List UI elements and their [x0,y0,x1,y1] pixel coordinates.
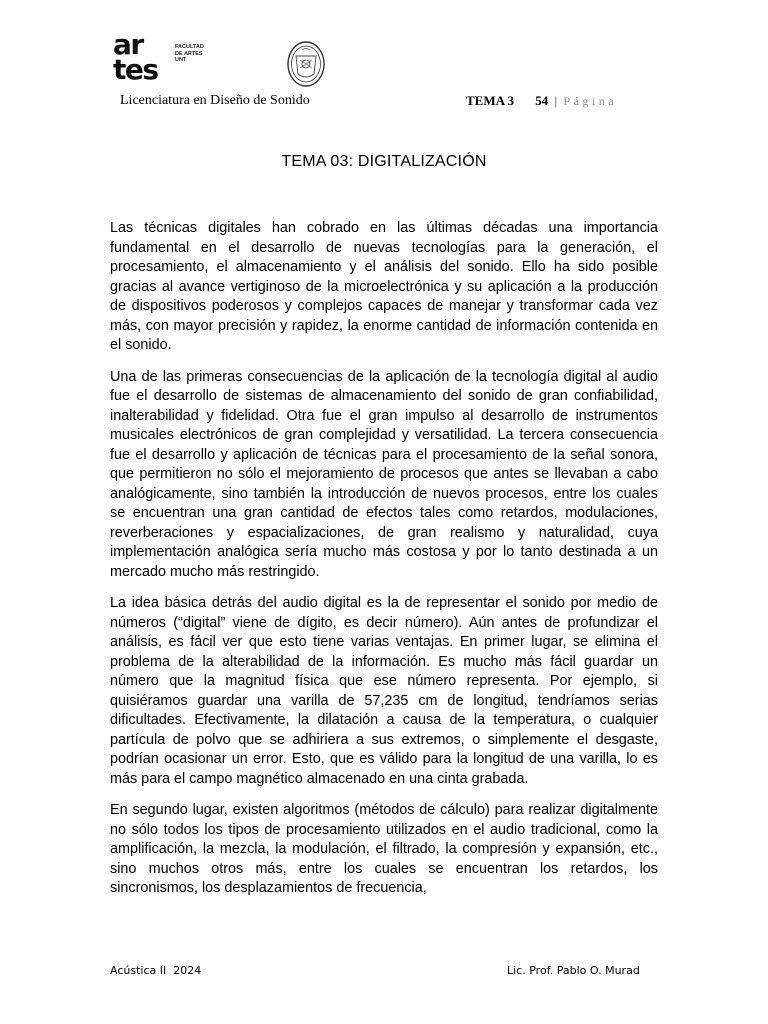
faculty-logo [113,28,213,90]
footer-author: Lic. Prof. Pablo O. Murad [507,964,640,977]
footer-course: Acústica II 2024 [110,964,202,977]
paragraph: La idea básica detrás del audio digital es la de representar el sonido por medio de números (“digital” viene de dígito, es decir número). Aún antes de profundizar el análisis, es fácil ver que esto tiene varias ventajas. En primer lugar, se elimina el problema de la alterabilidad de la información. Es mucho más fácil guardar un número que la magnitud física que ese número representa. Por ejemplo, si quisiéramos guardar una varilla de 57,235 cm de longitud, tendríamos serias dificultades. Efectivamente, la dilatación a causa de la temperatura, o cualquier partícula de polvo que se adhiriera a sus extremos, o simplemente el desgaste, podrían ocasionar un error. Esto, que es válido para la longitud de una varilla, lo es más para el campo magnético almacenado en una cinta grabada. [110,595,658,787]
page-number: 54 [535,93,549,108]
paragraph: Una de las primeras consecuencias de la aplicación de la tecnología digital al audio fue el desarrollo de sistemas de almacenamiento del sonido de gran confiabilidad, inalterabilidad y fidelidad. Otra fue el gran impulso al desarrollo de instrumentos musicales electrónicos de gran complejidad y versatilidad. La tercera consecuencia fue el desarrollo y aplicación de técnicas para el procesamiento de la señal sonora, que permitieron no sólo el mejoramiento de procesos que antes se llevaban a cabo analógicamente, sino también la introducción de nuevos procesos, entre los cuales se encuentran una gran cantidad de efectos tales como retardos, modulaciones, reverberaciones y espacializaciones, de gran realismo y naturalidad, cuya implementación analógica sería mucho más costosa y por lo tanto destinada a un mercado mucho más restringido. [110,368,658,580]
document-body [110,219,658,911]
paragraph: En segundo lugar, existen algoritmos (métodos de cálculo) para realizar digitalmente no sólo todos los tipos de procesamiento utilizados en el audio tradicional, como la amplificación, la mezcla, la modulación, el filtrado, la compresión y expansión, etc., sino muchos otros más, entre los cuales se encuentran los retardos, los sincronismos, los desplazamientos de frecuencia, [110,802,658,896]
logo-faculty-text: FACULTAD DE ARTES UNT [175,44,204,63]
tema-label: TEMA 3 [466,93,515,108]
university-seal-icon [286,40,326,88]
logo-wordmark: ar tes [113,28,158,86]
header-separator: | [554,93,558,108]
paragraph: Las técnicas digitales han cobrado en las últimas décadas una importancia fundamental en el desarrollo de nuevas tecnologías para la generación, el procesamiento, el almacenamiento y el análisis del sonido. Ello ha sido posible gracias al avance vertiginoso de la microelectrónica y su aplicación a la producción de dispositivos poderosos y complejos capaces de manejar y transformar cada vez más, con mayor precisión y rapidez, la enorme cantidad de información contenida en el sonido. [110,220,658,353]
program-name: Licenciatura en Diseño de Sonido [120,93,310,108]
page-title: TEMA 03: DIGITALIZACIÓN [281,153,487,170]
page-word: Página [563,94,618,108]
page-header-right [466,93,617,109]
